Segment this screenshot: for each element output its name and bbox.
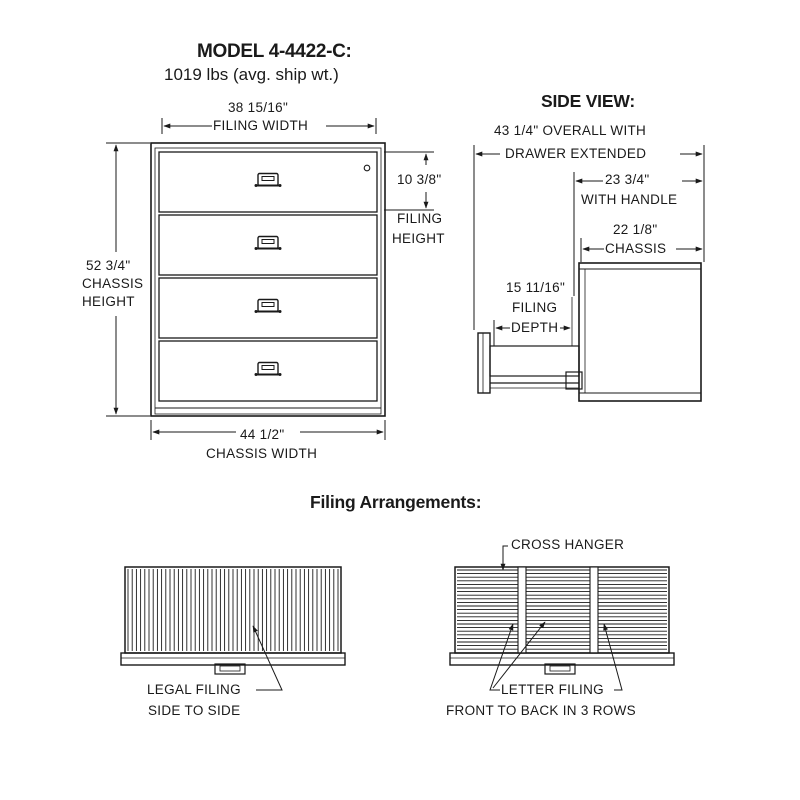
chassis-depth-dimension [581, 238, 702, 262]
chassis-depth-value: 22 1/8" [613, 222, 658, 237]
filing-width-dimension [162, 118, 376, 134]
filing-height-label-2: HEIGHT [392, 231, 445, 246]
ship-weight: 1019 lbs (avg. ship wt.) [164, 65, 339, 84]
filing-height-label-1: FILING [397, 211, 443, 226]
chassis-height-label-1: CHASSIS [82, 276, 144, 291]
legal-filing-label-2: SIDE TO SIDE [148, 703, 241, 718]
filing-arrangements-title: Filing Arrangements: [310, 492, 482, 512]
legal-filing-label-1: LEGAL FILING [147, 682, 241, 697]
filing-depth-label-1: FILING [512, 300, 558, 315]
filing-width-label: FILING WIDTH [213, 118, 309, 133]
cabinet-drawers [159, 152, 377, 401]
drawer-handle-icon [255, 363, 282, 377]
handle-label: WITH HANDLE [581, 192, 678, 207]
chassis-height-value: 52 3/4" [86, 258, 131, 273]
chassis-width-value: 44 1/2" [240, 427, 285, 442]
drawer-handle-icon [255, 300, 282, 314]
cross-hanger-label: CROSS HANGER [511, 537, 625, 552]
filing-depth-label-2: DEPTH [511, 320, 559, 335]
chassis-height-dimension [106, 143, 150, 416]
letter-filing-label-2: FRONT TO BACK IN 3 ROWS [446, 703, 636, 718]
filing-height-value: 10 3/8" [397, 172, 442, 187]
letter-filing-drawer [450, 567, 674, 674]
side-view-title: SIDE VIEW: [541, 91, 635, 111]
filing-width-value: 38 15/16" [228, 100, 289, 115]
overall-depth-dimension [474, 145, 704, 330]
handle-value: 23 3/4" [605, 172, 650, 187]
legal-filing-drawer [121, 567, 345, 674]
filing-depth-value: 15 11/16" [506, 280, 566, 295]
overall-value: 43 1/4" OVERALL WITH [494, 123, 647, 138]
model-title: MODEL 4-4422-C: [197, 41, 352, 62]
chassis-width-label: CHASSIS WIDTH [206, 446, 318, 461]
chassis-depth-label: CHASSIS [605, 241, 667, 256]
chassis-width-dimension [151, 420, 385, 440]
filing-depth-dimension [494, 320, 570, 346]
letter-filing-label-1: LETTER FILING [501, 682, 604, 697]
filing-height-dimension [384, 152, 434, 210]
drawer-handle-icon [255, 174, 282, 188]
handle-depth-dimension [574, 172, 702, 296]
overall-label: DRAWER EXTENDED [505, 146, 647, 161]
cabinet-side [478, 263, 701, 401]
chassis-height-label-2: HEIGHT [82, 294, 135, 309]
drawer-handle-icon [255, 237, 282, 251]
